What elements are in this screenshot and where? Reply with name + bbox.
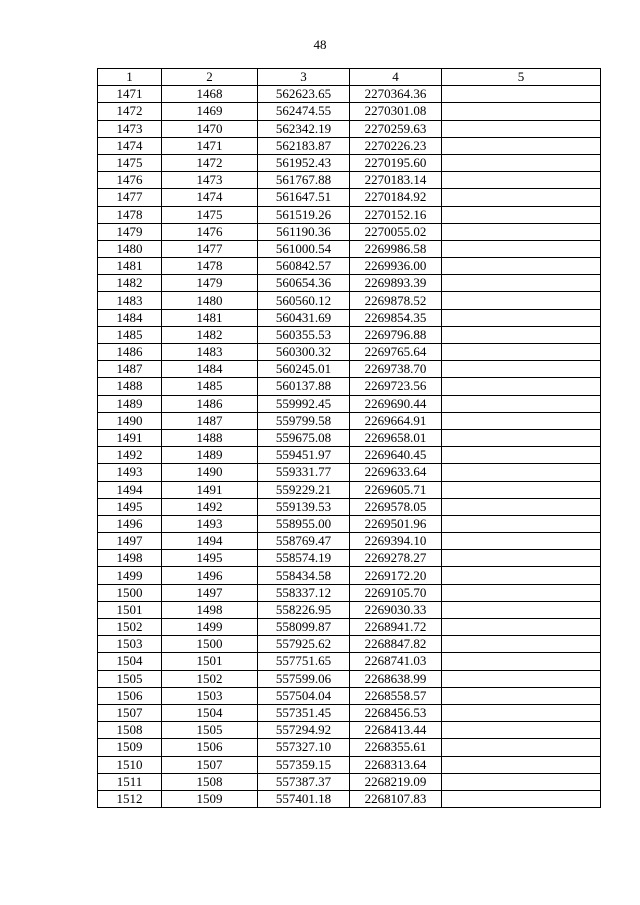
table-cell-col-3: 560560.12	[258, 292, 350, 309]
table-cell-col-3: 557925.62	[258, 636, 350, 653]
table-cell-col-5	[442, 722, 601, 739]
table-row	[98, 481, 601, 498]
table-cell-col-3: 557351.45	[258, 704, 350, 721]
table-cell-col-3: 560300.32	[258, 344, 350, 361]
table-row	[98, 292, 601, 309]
table-row	[98, 137, 601, 154]
table-row	[98, 584, 601, 601]
table-cell-col-2: 1469	[162, 103, 258, 120]
table-cell-col-1: 1493	[98, 464, 162, 481]
table-cell-col-2: 1508	[162, 773, 258, 790]
table-row	[98, 550, 601, 567]
table-cell-col-5	[442, 756, 601, 773]
table-cell-col-5	[442, 275, 601, 292]
table-row	[98, 533, 601, 550]
table-cell-col-2: 1477	[162, 240, 258, 257]
table-cell-col-5	[442, 137, 601, 154]
table-cell-col-4: 2270226.23	[350, 137, 442, 154]
table-row	[98, 206, 601, 223]
table-cell-col-3: 562183.87	[258, 137, 350, 154]
table-cell-col-2: 1498	[162, 601, 258, 618]
table-cell-col-2: 1470	[162, 120, 258, 137]
table-cell-col-4: 2270364.36	[350, 86, 442, 103]
table-cell-col-4: 2269986.58	[350, 240, 442, 257]
table-cell-col-4: 2269664.91	[350, 412, 442, 429]
table-cell-col-4: 2268355.61	[350, 739, 442, 756]
table-cell-col-2: 1485	[162, 378, 258, 395]
table-cell-col-2: 1488	[162, 429, 258, 446]
table-cell-col-4: 2268107.83	[350, 790, 442, 807]
table-cell-col-3: 560654.36	[258, 275, 350, 292]
table-cell-col-3: 557327.10	[258, 739, 350, 756]
table-cell-col-4: 2269796.88	[350, 326, 442, 343]
table-row	[98, 258, 601, 275]
table-cell-col-1: 1472	[98, 103, 162, 120]
table-cell-col-4: 2269394.10	[350, 533, 442, 550]
table-cell-col-3: 559992.45	[258, 395, 350, 412]
table-cell-col-4: 2269893.39	[350, 275, 442, 292]
table-cell-col-5	[442, 223, 601, 240]
table-cell-col-1: 1480	[98, 240, 162, 257]
table-cell-col-1: 1496	[98, 515, 162, 532]
table-header	[98, 69, 601, 86]
table-cell-col-4: 2270184.92	[350, 189, 442, 206]
table-cell-col-2: 1503	[162, 687, 258, 704]
table-cell-col-1: 1489	[98, 395, 162, 412]
table-row	[98, 172, 601, 189]
table-cell-col-5	[442, 292, 601, 309]
table-row	[98, 773, 601, 790]
table-cell-col-5	[442, 258, 601, 275]
column-header-1: 1	[98, 69, 162, 86]
table-cell-col-4: 2269605.71	[350, 481, 442, 498]
table-cell-col-4: 2268941.72	[350, 619, 442, 636]
table-row	[98, 309, 601, 326]
table-row	[98, 395, 601, 412]
table-row	[98, 275, 601, 292]
table-cell-col-1: 1504	[98, 653, 162, 670]
table-cell-col-5	[442, 120, 601, 137]
table-cell-col-1: 1501	[98, 601, 162, 618]
table-cell-col-5	[442, 498, 601, 515]
table-cell-col-4: 2269765.64	[350, 344, 442, 361]
table-cell-col-3: 561647.51	[258, 189, 350, 206]
table-cell-col-2: 1504	[162, 704, 258, 721]
table-cell-col-5	[442, 515, 601, 532]
table-cell-col-3: 559675.08	[258, 429, 350, 446]
table-cell-col-1: 1509	[98, 739, 162, 756]
table-cell-col-5	[442, 86, 601, 103]
table-cell-col-2: 1475	[162, 206, 258, 223]
table-cell-col-3: 560355.53	[258, 326, 350, 343]
table-cell-col-5	[442, 687, 601, 704]
table-cell-col-2: 1479	[162, 275, 258, 292]
table-row	[98, 120, 601, 137]
table-cell-col-2: 1489	[162, 447, 258, 464]
table-cell-col-4: 2268456.53	[350, 704, 442, 721]
table-cell-col-2: 1500	[162, 636, 258, 653]
table-row	[98, 704, 601, 721]
table-cell-col-2: 1476	[162, 223, 258, 240]
table-cell-col-1: 1507	[98, 704, 162, 721]
table-cell-col-4: 2268558.57	[350, 687, 442, 704]
table-cell-col-3: 559799.58	[258, 412, 350, 429]
table-cell-col-2: 1481	[162, 309, 258, 326]
table-cell-col-5	[442, 704, 601, 721]
table-cell-col-1: 1476	[98, 172, 162, 189]
table-cell-col-2: 1474	[162, 189, 258, 206]
table-body	[98, 86, 601, 808]
table-cell-col-4: 2269690.44	[350, 395, 442, 412]
table-cell-col-3: 560245.01	[258, 361, 350, 378]
table-row	[98, 412, 601, 429]
table-cell-col-1: 1479	[98, 223, 162, 240]
table-cell-col-2: 1494	[162, 533, 258, 550]
table-cell-col-2: 1486	[162, 395, 258, 412]
table-cell-col-5	[442, 154, 601, 171]
table-cell-col-3: 561190.36	[258, 223, 350, 240]
table-cell-col-4: 2269278.27	[350, 550, 442, 567]
table-cell-col-4: 2269854.35	[350, 309, 442, 326]
table-row	[98, 498, 601, 515]
table-row	[98, 154, 601, 171]
table-cell-col-2: 1495	[162, 550, 258, 567]
table-row	[98, 739, 601, 756]
table-row	[98, 619, 601, 636]
page-number: 48	[313, 37, 327, 52]
table-row	[98, 601, 601, 618]
table-cell-col-1: 1506	[98, 687, 162, 704]
table-cell-col-4: 2270183.14	[350, 172, 442, 189]
coordinates-table	[97, 68, 601, 808]
table-cell-col-5	[442, 206, 601, 223]
table-cell-col-3: 561000.54	[258, 240, 350, 257]
table-row	[98, 223, 601, 240]
table-cell-col-2: 1496	[162, 567, 258, 584]
table-cell-col-4: 2268413.44	[350, 722, 442, 739]
table-cell-col-4: 2270301.08	[350, 103, 442, 120]
table-cell-col-3: 562623.65	[258, 86, 350, 103]
header-row	[98, 69, 601, 86]
table-cell-col-5	[442, 601, 601, 618]
table-cell-col-3: 560137.88	[258, 378, 350, 395]
table-cell-col-3: 557751.65	[258, 653, 350, 670]
table-cell-col-2: 1468	[162, 86, 258, 103]
table-cell-col-1: 1474	[98, 137, 162, 154]
table-cell-col-2: 1490	[162, 464, 258, 481]
table-row	[98, 240, 601, 257]
table-cell-col-3: 557387.37	[258, 773, 350, 790]
table-cell-col-5	[442, 584, 601, 601]
table-cell-col-2: 1482	[162, 326, 258, 343]
table-cell-col-3: 559139.53	[258, 498, 350, 515]
table-cell-col-4: 2269723.56	[350, 378, 442, 395]
table-cell-col-5	[442, 773, 601, 790]
table-cell-col-1: 1477	[98, 189, 162, 206]
table-cell-col-2: 1473	[162, 172, 258, 189]
table-row	[98, 722, 601, 739]
table-cell-col-4: 2268638.99	[350, 670, 442, 687]
table-row	[98, 326, 601, 343]
table-cell-col-1: 1486	[98, 344, 162, 361]
table-cell-col-3: 557504.04	[258, 687, 350, 704]
table-cell-col-1: 1511	[98, 773, 162, 790]
table-cell-col-4: 2269578.05	[350, 498, 442, 515]
table-cell-col-3: 558434.58	[258, 567, 350, 584]
table-cell-col-2: 1502	[162, 670, 258, 687]
table-cell-col-5	[442, 619, 601, 636]
table-cell-col-2: 1499	[162, 619, 258, 636]
table-cell-col-3: 561952.43	[258, 154, 350, 171]
table-cell-col-5	[442, 378, 601, 395]
table-cell-col-1: 1505	[98, 670, 162, 687]
table-cell-col-1: 1478	[98, 206, 162, 223]
table-cell-col-2: 1491	[162, 481, 258, 498]
table-cell-col-5	[442, 481, 601, 498]
table-cell-col-1: 1498	[98, 550, 162, 567]
table-cell-col-2: 1472	[162, 154, 258, 171]
table-cell-col-4: 2270259.63	[350, 120, 442, 137]
table-cell-col-1: 1512	[98, 790, 162, 807]
table-cell-col-5	[442, 344, 601, 361]
table-cell-col-1: 1495	[98, 498, 162, 515]
table-cell-col-4: 2270055.02	[350, 223, 442, 240]
table-cell-col-4: 2269936.00	[350, 258, 442, 275]
table-cell-col-5	[442, 670, 601, 687]
table-cell-col-4: 2270152.16	[350, 206, 442, 223]
table-cell-col-5	[442, 361, 601, 378]
table-cell-col-1: 1499	[98, 567, 162, 584]
table-cell-col-1: 1490	[98, 412, 162, 429]
table-cell-col-2: 1478	[162, 258, 258, 275]
table-cell-col-1: 1481	[98, 258, 162, 275]
table-cell-col-2: 1493	[162, 515, 258, 532]
table-cell-col-2: 1505	[162, 722, 258, 739]
table-cell-col-3: 562342.19	[258, 120, 350, 137]
table-cell-col-4: 2268313.64	[350, 756, 442, 773]
table-cell-col-3: 558574.19	[258, 550, 350, 567]
table-row	[98, 378, 601, 395]
table-row	[98, 464, 601, 481]
table-cell-col-3: 560431.69	[258, 309, 350, 326]
table-cell-col-5	[442, 636, 601, 653]
table-cell-col-4: 2269878.52	[350, 292, 442, 309]
table-cell-col-1: 1510	[98, 756, 162, 773]
table-cell-col-2: 1507	[162, 756, 258, 773]
table-cell-col-3: 559451.97	[258, 447, 350, 464]
table-cell-col-5	[442, 739, 601, 756]
table-row	[98, 361, 601, 378]
table-cell-col-2: 1487	[162, 412, 258, 429]
table-cell-col-4: 2269640.45	[350, 447, 442, 464]
table-cell-col-5	[442, 464, 601, 481]
table-cell-col-2: 1483	[162, 344, 258, 361]
table-cell-col-4: 2269030.33	[350, 601, 442, 618]
table-row	[98, 447, 601, 464]
table-cell-col-4: 2268219.09	[350, 773, 442, 790]
table-cell-col-2: 1506	[162, 739, 258, 756]
table-cell-col-5	[442, 533, 601, 550]
table-cell-col-5	[442, 550, 601, 567]
table-cell-col-1: 1475	[98, 154, 162, 171]
table-row	[98, 636, 601, 653]
table-cell-col-3: 562474.55	[258, 103, 350, 120]
table-cell-col-1: 1502	[98, 619, 162, 636]
table-cell-col-1: 1482	[98, 275, 162, 292]
table-cell-col-1: 1487	[98, 361, 162, 378]
table-cell-col-2: 1501	[162, 653, 258, 670]
table-cell-col-2: 1497	[162, 584, 258, 601]
table-cell-col-3: 559229.21	[258, 481, 350, 498]
table-cell-col-1: 1500	[98, 584, 162, 601]
column-header-5: 5	[442, 69, 601, 86]
table-row	[98, 103, 601, 120]
table-cell-col-5	[442, 103, 601, 120]
table-cell-col-4: 2269501.96	[350, 515, 442, 532]
table-cell-col-1: 1508	[98, 722, 162, 739]
column-header-2: 2	[162, 69, 258, 86]
table-cell-col-1: 1473	[98, 120, 162, 137]
table-cell-col-1: 1484	[98, 309, 162, 326]
table-cell-col-4: 2268847.82	[350, 636, 442, 653]
table-cell-col-1: 1485	[98, 326, 162, 343]
table-cell-col-4: 2268741.03	[350, 653, 442, 670]
table-cell-col-5	[442, 653, 601, 670]
table-row	[98, 515, 601, 532]
table-cell-col-1: 1492	[98, 447, 162, 464]
table-row	[98, 790, 601, 807]
table-row	[98, 653, 601, 670]
table-cell-col-1: 1471	[98, 86, 162, 103]
table-row	[98, 344, 601, 361]
table-cell-col-5	[442, 395, 601, 412]
table-cell-col-2: 1471	[162, 137, 258, 154]
table-cell-col-1: 1497	[98, 533, 162, 550]
table-cell-col-1: 1488	[98, 378, 162, 395]
table-cell-col-5	[442, 567, 601, 584]
table-cell-col-5	[442, 189, 601, 206]
table-cell-col-5	[442, 172, 601, 189]
table-cell-col-3: 560842.57	[258, 258, 350, 275]
table-cell-col-3: 557359.15	[258, 756, 350, 773]
table-cell-col-2: 1492	[162, 498, 258, 515]
table-cell-col-3: 558099.87	[258, 619, 350, 636]
table-cell-col-3: 558955.00	[258, 515, 350, 532]
table-cell-col-2: 1509	[162, 790, 258, 807]
table-cell-col-3: 558226.95	[258, 601, 350, 618]
table-cell-col-3: 561767.88	[258, 172, 350, 189]
table-cell-col-5	[442, 240, 601, 257]
table-cell-col-4: 2269105.70	[350, 584, 442, 601]
table-row	[98, 687, 601, 704]
table-cell-col-1: 1491	[98, 429, 162, 446]
table-cell-col-5	[442, 412, 601, 429]
column-header-4: 4	[350, 69, 442, 86]
table-row	[98, 670, 601, 687]
table-cell-col-5	[442, 326, 601, 343]
table-row	[98, 189, 601, 206]
table-cell-col-5	[442, 790, 601, 807]
table-row	[98, 429, 601, 446]
table-cell-col-1: 1483	[98, 292, 162, 309]
table-row	[98, 567, 601, 584]
table-cell-col-2: 1484	[162, 361, 258, 378]
table-cell-col-4: 2269658.01	[350, 429, 442, 446]
table-cell-col-3: 559331.77	[258, 464, 350, 481]
table-cell-col-5	[442, 309, 601, 326]
table-cell-col-1: 1494	[98, 481, 162, 498]
table-cell-col-1: 1503	[98, 636, 162, 653]
table-row	[98, 86, 601, 103]
table-cell-col-3: 558337.12	[258, 584, 350, 601]
table-cell-col-5	[442, 447, 601, 464]
table-row	[98, 756, 601, 773]
table-cell-col-4: 2269172.20	[350, 567, 442, 584]
table-cell-col-4: 2269633.64	[350, 464, 442, 481]
table-cell-col-3: 558769.47	[258, 533, 350, 550]
table-cell-col-4: 2270195.60	[350, 154, 442, 171]
table-cell-col-2: 1480	[162, 292, 258, 309]
table-cell-col-3: 557401.18	[258, 790, 350, 807]
column-header-3: 3	[258, 69, 350, 86]
table-cell-col-4: 2269738.70	[350, 361, 442, 378]
table-cell-col-3: 557294.92	[258, 722, 350, 739]
table-cell-col-3: 561519.26	[258, 206, 350, 223]
table-cell-col-3: 557599.06	[258, 670, 350, 687]
table-cell-col-5	[442, 429, 601, 446]
